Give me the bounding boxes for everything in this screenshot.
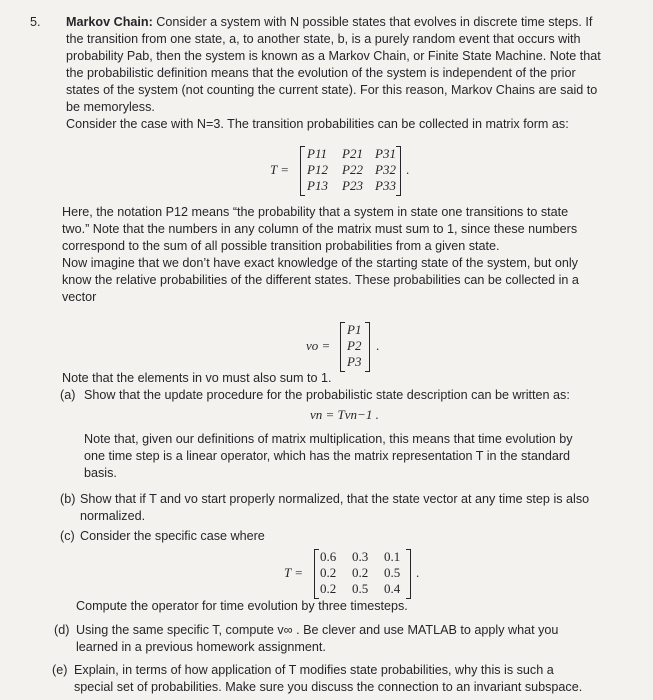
intro-line-5: states of the system (not counting the current state). For this reason, Markov Chains are said to [66, 83, 598, 97]
after-t-line-2: two.” Note that the numbers in any column of the matrix must sum to 1, since these numbers [62, 222, 578, 236]
matrix-cell: 0.2 [320, 565, 337, 580]
part-b-line-2: normalized. [80, 509, 146, 523]
right-bracket [365, 322, 370, 372]
part-c-text: Consider the specific case where [80, 529, 265, 543]
part-a-note-3: basis. [84, 466, 117, 480]
matrix-cell: 0.2 [352, 565, 369, 580]
part-d-line-2: learned in a previous homework assignment. [76, 640, 326, 654]
intro-line-1: Markov Chain: Consider a system with N possible states that evolves in discrete time steps. If [66, 15, 593, 29]
vector-cell: P1 [347, 322, 362, 337]
left-bracket [300, 146, 305, 196]
matrix-cell: P22 [342, 162, 363, 177]
vector-label: vo = [306, 338, 331, 353]
matrix-cell: P12 [307, 162, 328, 177]
after-vector-line: Note that the elements in vo must also sum to 1. [62, 371, 332, 385]
after-t-line-6: vector [62, 290, 97, 304]
vector-cell: P2 [347, 338, 362, 353]
matrix-cell: P21 [342, 146, 363, 161]
problem-title: Markov Chain: [66, 15, 153, 29]
matrix-cell: P31 [375, 146, 396, 161]
part-d-label: (d) [54, 623, 70, 637]
part-b-label: (b) [60, 492, 76, 506]
after-t-line-5: know the relative probabilities of the different states. These probabilities can be collected in a [62, 273, 579, 287]
after-t-line-1: Here, the notation P12 means “the probability that a system in state one transitions to state [62, 205, 569, 219]
matrix-cell: P13 [307, 178, 328, 193]
part-e-label: (e) [52, 663, 68, 677]
vector-cell: P3 [347, 354, 362, 369]
matrix-cell: 0.3 [352, 549, 369, 564]
matrix-cell: 0.4 [384, 581, 401, 596]
part-c-label: (c) [60, 529, 75, 543]
intro-line-3: probability Pab, then the system is known as a Markov Chain, or Finite State Machine. Note that [66, 49, 601, 63]
part-a-text: Show that the update procedure for the probabilistic state description can be written as: [84, 388, 570, 402]
intro-line-4: the probabilistic definition means that the evolution of the system is independent of the prior [66, 66, 576, 80]
matrix-label: T = [270, 162, 290, 177]
left-bracket [340, 322, 345, 372]
right-bracket [406, 549, 411, 599]
transition-matrix-numeric: T = 0.6 0.3 0.1 0.2 0.2 0.5 0.2 0.5 0.4 . [284, 549, 424, 599]
intro-line-7: Consider the case with N=3. The transition probabilities can be collected in matrix form as: [66, 117, 569, 131]
part-e-line-1: Explain, in terms of how application of T modifies state probabilities, why this is such a [74, 663, 554, 677]
state-vector: vo = P1 P2 P3 . [306, 322, 386, 372]
part-a-note-2: one time step is a linear operator, which has the matrix representation T in the standard [84, 449, 571, 463]
matrix-label: T = [284, 565, 304, 580]
part-d-line-1: Using the same specific T, compute v∞ . Be clever and use MATLAB to apply what you [76, 623, 559, 637]
matrix-cell: P23 [342, 178, 363, 193]
problem-number: 5. [30, 15, 41, 29]
transition-matrix-symbolic: T = P11 P21 P31 P12 P22 P32 P13 P23 P33 . [270, 146, 410, 196]
part-a-label: (a) [60, 388, 76, 402]
part-c-after: Compute the operator for time evolution by three timesteps. [76, 599, 408, 613]
matrix-cell: P32 [375, 162, 396, 177]
matrix-cell: P33 [375, 178, 396, 193]
intro-line-2: the transition from one state, a, to another state, b, is a purely random event that occurs with [66, 32, 581, 46]
matrix-cell: 0.5 [352, 581, 369, 596]
after-t-line-4: Now imagine that we don’t have exact knowledge of the starting state of the system, but only [62, 256, 578, 270]
part-a-note-1: Note that, given our definitions of matrix multiplication, this means that time evolution by [84, 432, 573, 446]
matrix-cell: 0.1 [384, 549, 401, 564]
after-t-line-3: correspond to the sum of all possible transition probabilities from a given state. [62, 239, 500, 253]
part-b-line-1: Show that if T and vo start properly normalized, that the state vector at any time step is also [80, 492, 590, 506]
matrix-cell: 0.5 [384, 565, 401, 580]
left-bracket [314, 549, 319, 599]
part-a-equation: vn = Tvn−1 . [310, 407, 379, 422]
matrix-cell: 0.6 [320, 549, 337, 564]
matrix-cell: P11 [307, 146, 327, 161]
right-bracket [396, 146, 401, 196]
matrix-cell: 0.2 [320, 581, 337, 596]
part-e-line-2: special set of probabilities. Make sure you discuss the connection to an invariant subspace. [74, 680, 583, 694]
intro-line-6: be memoryless. [66, 100, 155, 114]
